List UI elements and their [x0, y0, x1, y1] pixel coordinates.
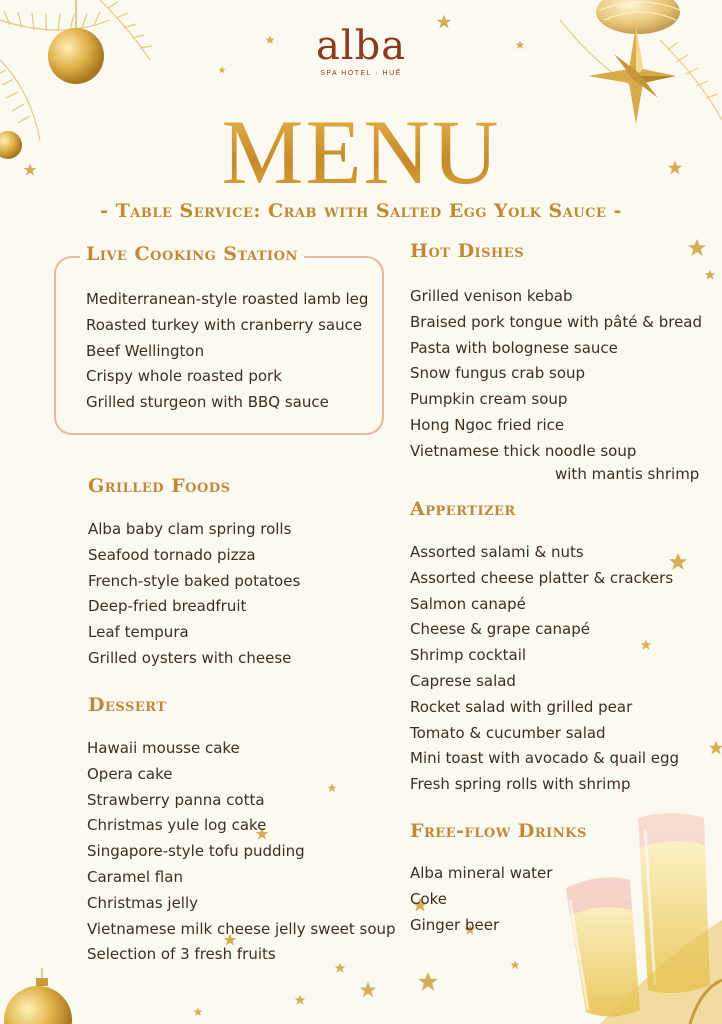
menu-item: Fresh spring rolls with shrimp	[410, 775, 631, 794]
menu-item: French-style baked potatoes	[88, 571, 301, 590]
menu-item: Alba mineral water	[410, 864, 553, 882]
menu-item: Christmas yule log cake	[87, 816, 267, 835]
menu-item: Mini toast with avocado & quail egg	[410, 749, 680, 768]
drinks-heading: Free-flow Drinks	[410, 820, 587, 842]
dessert-heading: Dessert	[88, 694, 167, 716]
menu-item: Vietnamese thick noodle soup	[410, 441, 637, 460]
logo-subtitle: SPA HOTEL · HUẾ	[320, 70, 402, 77]
page-title: MENU	[0, 102, 722, 202]
menu-item: Strawberry panna cotta	[87, 790, 265, 809]
menu-item: Crispy whole roasted pork	[86, 367, 282, 386]
menu-item: Cheese & grape canapé	[410, 620, 590, 639]
menu-item: Beef Wellington	[86, 341, 205, 360]
menu-item: Snow fungus crab soup	[410, 364, 586, 383]
menu-item: Caprese salad	[410, 671, 516, 690]
menu-item: Hawaii mousse cake	[87, 739, 240, 757]
drinks-list	[410, 861, 552, 938]
menu-item: Hong Ngoc fried rice	[410, 415, 565, 434]
menu-item: Selection of 3 fresh fruits	[87, 945, 276, 964]
menu-item: Braised pork tongue with pâté & bread	[410, 312, 703, 331]
live-cooking-heading: Live Cooking Station	[80, 243, 304, 265]
gold-ornament-icon	[4, 968, 72, 1024]
menu-item: Coke	[410, 889, 448, 908]
menu-item: Seafood tornado pizza	[88, 545, 256, 564]
live-cooking-list	[86, 287, 368, 416]
menu-item: Deep-fried breadfruit	[88, 597, 247, 616]
menu-item: Vietnamese milk cheese jelly sweet soup	[87, 919, 396, 938]
menu-item: Assorted cheese platter & crackers	[410, 568, 674, 587]
menu-item: Grilled venison kebab	[410, 287, 573, 305]
menu-item: Shrimp cocktail	[410, 646, 527, 665]
menu-item: Ginger beer	[410, 915, 500, 934]
menu-item: Pasta with bolognese sauce	[410, 338, 618, 357]
hotel-logo	[0, 22, 722, 77]
menu-item: Pumpkin cream soup	[410, 390, 568, 409]
appetizer-heading: Appertizer	[410, 498, 516, 520]
menu-item: Leaf tempura	[88, 623, 189, 642]
grilled-foods-heading: Grilled Foods	[88, 475, 231, 497]
appetizer-list	[410, 540, 679, 798]
menu-item: Tomato & cucumber salad	[410, 723, 606, 742]
menu-item: Salmon canapé	[410, 594, 526, 613]
menu-item: Grilled sturgeon with BBQ sauce	[86, 393, 329, 412]
menu-item: Alba baby clam spring rolls	[88, 520, 292, 538]
logo-mark: alba	[315, 23, 407, 69]
menu-item-continuation: with mantis shrimp	[555, 465, 700, 483]
menu-item: Caramel flan	[87, 867, 183, 886]
dessert-list	[87, 736, 396, 968]
menu-item: Mediterranean-style roasted lamb leg	[86, 290, 369, 308]
hot-dishes-heading: Hot Dishes	[410, 240, 525, 262]
hot-dishes-list	[410, 284, 702, 465]
menu-item: Rocket salad with grilled pear	[410, 697, 633, 716]
champagne-glass-icon	[566, 813, 722, 1024]
menu-item: Grilled oysters with cheese	[88, 648, 292, 667]
menu-item: Opera cake	[87, 764, 173, 783]
menu-item: Assorted salami & nuts	[410, 543, 584, 561]
grilled-foods-list	[88, 517, 300, 672]
menu-item: Christmas jelly	[87, 893, 199, 912]
menu-item: Singapore-style tofu pudding	[87, 842, 305, 861]
menu-item: Roasted turkey with cranberry sauce	[86, 315, 363, 334]
table-service-subtitle: - Table Service: Crab with Salted Egg Yolk Sauce -	[100, 200, 622, 222]
